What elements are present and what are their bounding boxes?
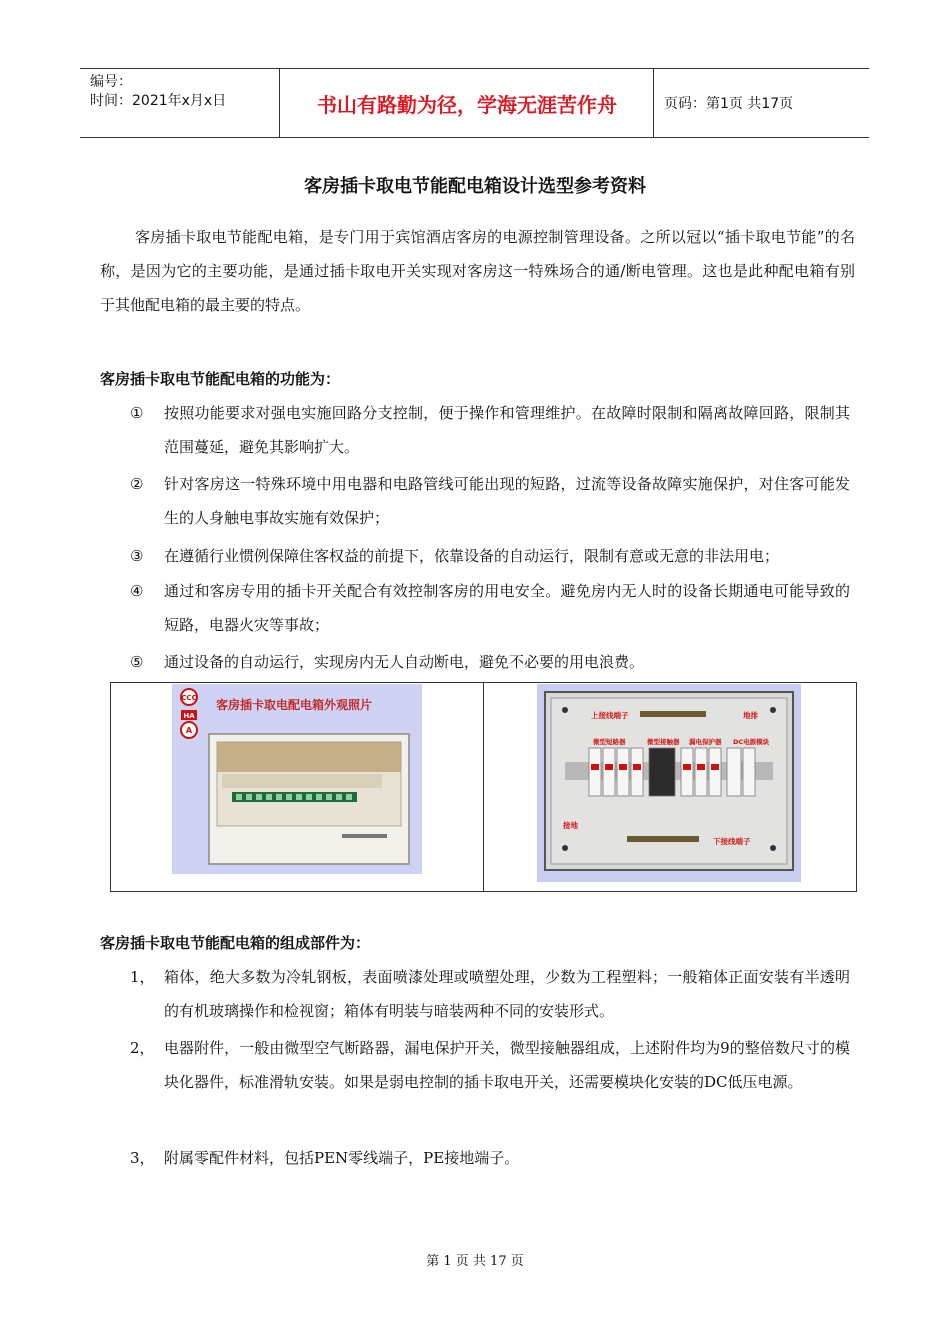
header-motto: 书山有路勤为径，学海无涯苦作舟 (281, 69, 654, 137)
item-text: 按照功能要求对强电实施回路分支控制，便于操作和管理维护。在故障时限制和隔离故障回路，限制其范围蔓延，避免其影响扩大。 (164, 404, 850, 456)
item-text: 通过设备的自动运行，实现房内无人自动断电，避免不必要的用电浪费。 (164, 653, 645, 671)
item-text: 电器附件，一般由微型空气断路器，漏电保护开关，微型接触器组成，上述附件均为9的整倍数尺寸的模块化器件，标准滑轨安装。如果是弱电控制的插卡取电开关，还需要模块化安装的DC低压电源。 (164, 1039, 850, 1091)
header-page-label: 页码：第1页 共17页 (664, 96, 794, 112)
item-text: 箱体，绝大多数为冷轧钢板，表面喷漆处理或喷塑处理，少数为工程塑料；一般箱体正面安装有半透明的有机玻璃操作和检视窗；箱体有明装与暗装两种不同的安装形式。 (164, 968, 850, 1020)
intro-paragraph: 客房插卡取电节能配电箱，是专门用于宾馆酒店客房的电源控制管理设备。之所以冠以“插卡取电节能”的名称，是因为它的主要功能，是通过插卡取电开关实现对客房这一特殊场合的通/断电管理。这也是此种配电箱有别于其他配电箱的最主要的特点。 (100, 228, 855, 314)
item-text: 附属零配件材料，包括PEN零线端子，PE接地端子。 (164, 1149, 520, 1167)
function-item (130, 539, 850, 573)
component-item (130, 960, 850, 1028)
page-footer: 第 1 页 共 17 页 (426, 1254, 524, 1269)
item-number: ① (130, 404, 144, 422)
item-number: 2， (130, 1039, 155, 1057)
components-heading: 客房插卡取电节能配电箱的组成部件为： (100, 934, 371, 952)
header-meta (80, 69, 280, 137)
number-label: 编号： (90, 74, 132, 90)
label-ground-left: 接地 (563, 821, 578, 830)
label-upper-terminal: 上接线端子 (591, 711, 629, 720)
label-rcd: 漏电保护器 (689, 738, 722, 746)
item-number: 1， (130, 968, 155, 986)
function-item (130, 467, 850, 535)
functions-heading: 客房插卡取电节能配电箱的功能为： (100, 370, 341, 388)
header-table (80, 68, 869, 138)
label-lower-terminal: 下接线端子 (713, 837, 751, 846)
function-item (130, 645, 850, 679)
label-mcb: 微型短路器 (593, 738, 626, 746)
time-label: 时间：2021年x月x日 (90, 93, 227, 109)
label-ground-top: 地排 (743, 711, 758, 720)
item-text: 在遵循行业惯例保障住客权益的前提下，依靠设备的自动运行，限制有意或无意的非法用电； (164, 547, 780, 565)
item-number: ③ (130, 547, 144, 565)
item-number: ⑤ (130, 653, 144, 671)
component-item (130, 1031, 850, 1099)
function-item (130, 574, 850, 642)
item-number: 3， (130, 1149, 155, 1167)
logo-ccc: CCC (181, 694, 197, 702)
interior-photo (537, 684, 801, 882)
logo-ha: HA (183, 712, 195, 720)
item-text: 针对客房这一特殊环境中用电器和电路管线可能出现的短路，过流等设备故障实施保护，对住客可能发生的人身触电事故实施有效保护； (164, 475, 850, 527)
label-contactor: 微型接触器 (647, 738, 680, 746)
item-number: ② (130, 475, 144, 493)
item-number: ④ (130, 582, 144, 600)
document-title: 客房插卡取电节能配电箱设计选型参考资料 (304, 176, 646, 197)
logo-a: A (185, 726, 193, 735)
exterior-photo (172, 684, 422, 874)
component-item (130, 1141, 850, 1175)
photo-divider (483, 683, 484, 891)
item-text: 通过和客房专用的插卡开关配合有效控制客房的用电安全。避免房内无人时的设备长期通电可能导致的短路，电器火灾等事故； (164, 582, 850, 634)
photo-caption: 客房插卡取电配电箱外观照片 (215, 698, 373, 712)
function-item (130, 396, 850, 464)
label-dc-module: DC电源模块 (733, 738, 770, 746)
